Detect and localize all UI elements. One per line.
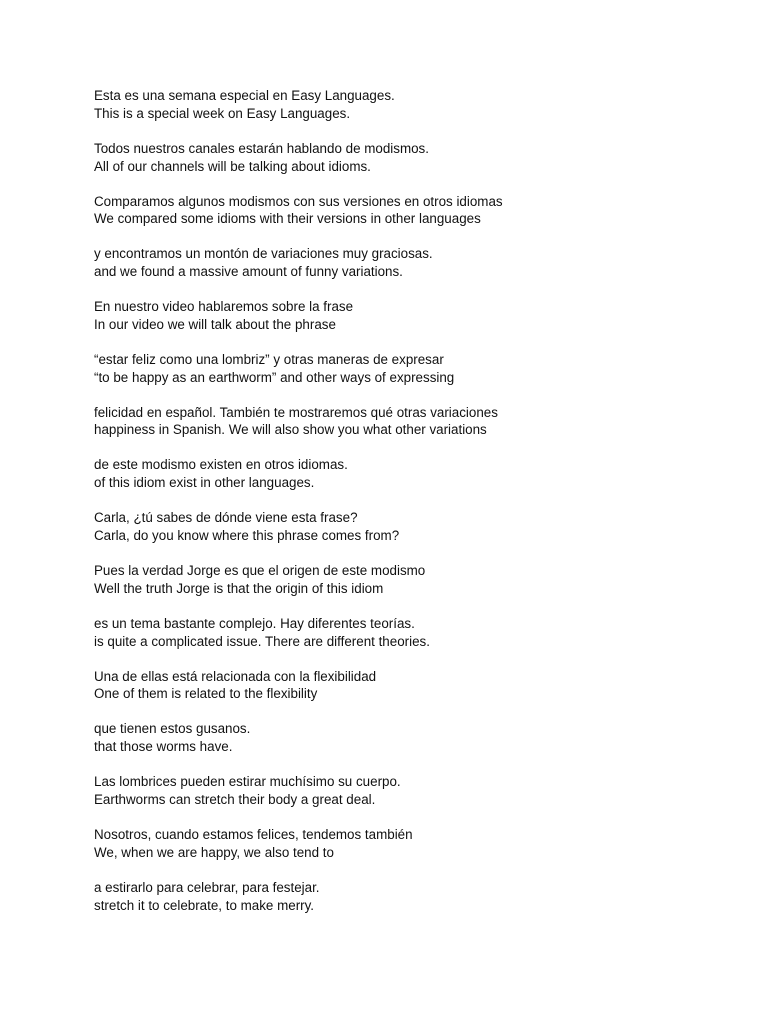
english-line: “to be happy as an earthworm” and other ways of expressing	[94, 369, 455, 385]
spanish-line: Nosotros, cuando estamos felices, tendemos también	[94, 826, 413, 842]
spanish-line: Una de ellas está relacionada con la flexibilidad	[94, 668, 377, 684]
english-line: One of them is related to the flexibility	[94, 686, 318, 702]
spanish-line: es un tema bastante complejo. Hay diferentes teorías.	[94, 615, 415, 631]
english-line: All of our channels will be talking about idioms.	[94, 158, 371, 174]
english-line: We compared some idioms with their versions in other languages	[94, 211, 481, 227]
spanish-line: Todos nuestros canales estarán hablando de modismos.	[94, 140, 429, 156]
transcript-pair	[94, 879, 734, 915]
transcript-pair	[94, 720, 734, 756]
spanish-line: Carla, ¿tú sabes de dónde viene esta frase?	[94, 510, 358, 526]
transcript-pair	[94, 615, 734, 651]
transcript-pair	[94, 87, 734, 123]
transcript-pair	[94, 773, 734, 809]
transcript-pair	[94, 193, 734, 229]
transcript-pair	[94, 456, 734, 492]
english-line: This is a special week on Easy Languages.	[94, 105, 351, 121]
spanish-line: que tienen estos gusanos.	[94, 721, 251, 737]
english-line: In our video we will talk about the phrase	[94, 316, 336, 332]
english-line: Carla, do you know where this phrase comes from?	[94, 528, 400, 544]
spanish-line: En nuestro video hablaremos sobre la frase	[94, 299, 354, 315]
english-line: Earthworms can stretch their body a great deal.	[94, 791, 376, 807]
spanish-line: Las lombrices pueden estirar muchísimo su cuerpo.	[94, 774, 401, 790]
spanish-line: “estar feliz como una lombriz” y otras maneras de expresar	[94, 351, 444, 367]
english-line: Well the truth Jorge is that the origin of this idiom	[94, 580, 384, 596]
transcript-pair	[94, 245, 734, 281]
english-line: that those worms have.	[94, 739, 233, 755]
transcript-pair	[94, 826, 734, 862]
spanish-line: Pues la verdad Jorge es que el origen de este modismo	[94, 563, 426, 579]
transcript-pair	[94, 351, 734, 387]
transcript-pair	[94, 509, 734, 545]
transcript-pair	[94, 562, 734, 598]
transcript-pair	[94, 668, 734, 704]
spanish-line: Comparamos algunos modismos con sus versiones en otros idiomas	[94, 193, 503, 209]
english-line: is quite a complicated issue. There are different theories.	[94, 633, 430, 649]
spanish-line: y encontramos un montón de variaciones muy graciosas.	[94, 246, 433, 262]
spanish-line: de este modismo existen en otros idiomas.	[94, 457, 348, 473]
english-line: and we found a massive amount of funny variations.	[94, 264, 403, 280]
english-line: We, when we are happy, we also tend to	[94, 844, 334, 860]
spanish-line: Esta es una semana especial en Easy Languages.	[94, 88, 395, 103]
transcript-pair	[94, 298, 734, 334]
transcript-pair	[94, 140, 734, 176]
transcript-pair	[94, 404, 734, 440]
spanish-line: felicidad en español. También te mostraremos qué otras variaciones	[94, 404, 498, 420]
english-line: happiness in Spanish. We will also show you what other variations	[94, 422, 487, 438]
english-line: of this idiom exist in other languages.	[94, 475, 315, 491]
transcript-body	[94, 87, 734, 932]
spanish-line: a estirarlo para celebrar, para festejar.	[94, 879, 320, 895]
english-line: stretch it to celebrate, to make merry.	[94, 897, 315, 913]
